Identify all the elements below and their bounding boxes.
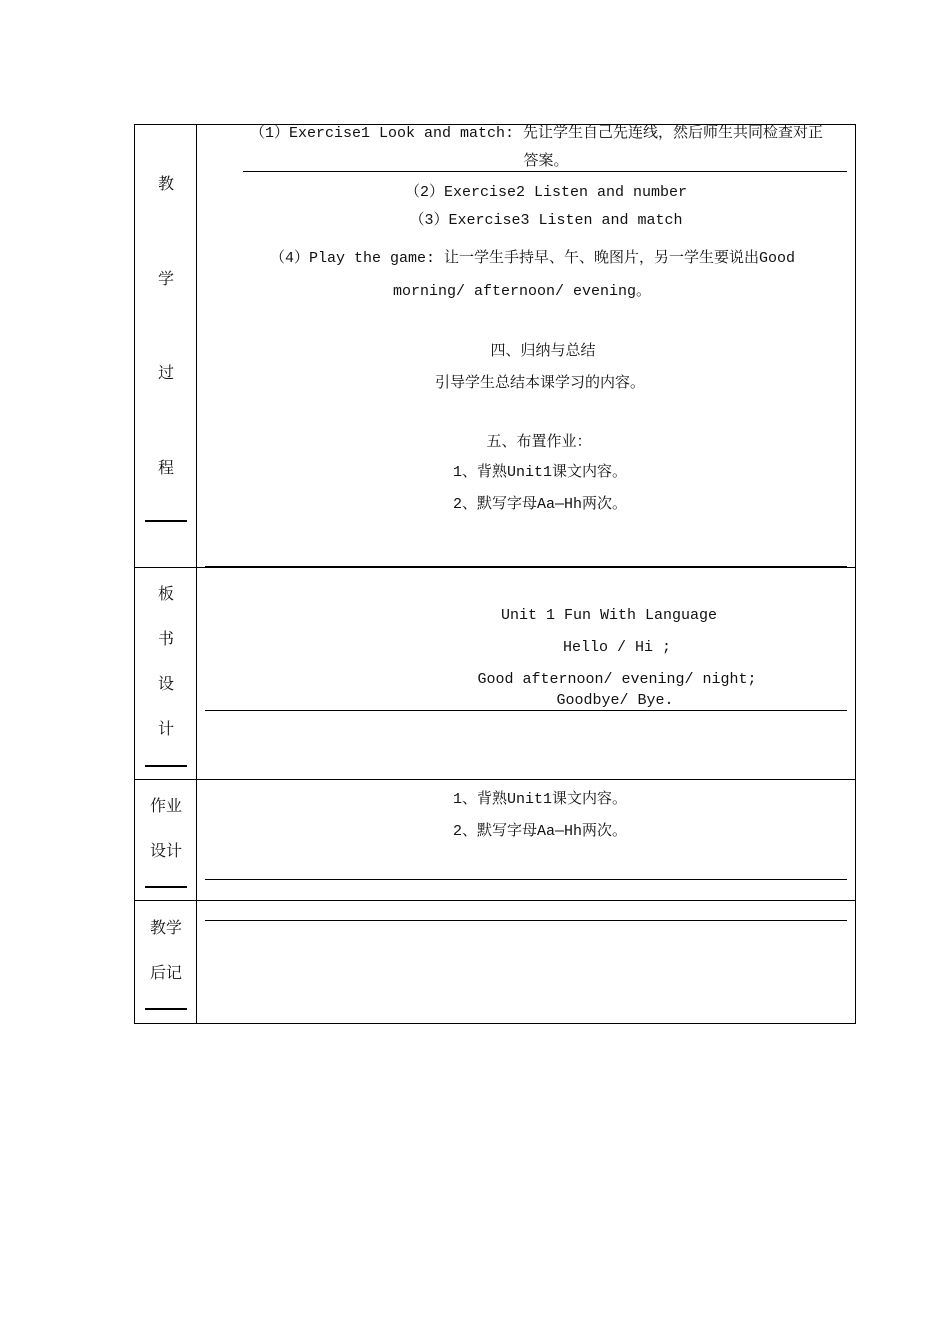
assignment-label-line: 设计 [149, 841, 183, 860]
rule-line [205, 879, 847, 880]
board-line: Good afternoon/ evening/ night; [477, 671, 757, 688]
exercise1-text: （1）Exercise1 Look and match: 先让学生自己先连线，然后师生共同检查对正 [250, 125, 824, 142]
exercise1-text-continued: 答案。 [523, 153, 569, 170]
board-line: Goodbye/ Bye. [556, 692, 674, 709]
label-underline [145, 520, 187, 522]
process-label-char: 学 [157, 269, 175, 288]
board-title: Unit 1 Fun With Language [500, 607, 718, 624]
label-underline [145, 886, 187, 888]
homework-item: 1、背熟Unit1课文内容。 [452, 464, 628, 481]
assignment-item: 1、背熟Unit1课文内容。 [452, 791, 628, 808]
reflection-label-line: 后记 [149, 963, 183, 982]
process-label-char: 教 [157, 174, 175, 193]
process-label-char: 程 [157, 458, 175, 477]
table-divider-border [196, 124, 197, 1024]
table-bottom-border [134, 1023, 856, 1024]
rule-line [205, 710, 847, 711]
table-right-border [855, 124, 856, 1024]
board-line: Hello / Hi ; [562, 639, 672, 656]
label-underline [145, 1008, 187, 1010]
label-underline [145, 765, 187, 767]
game-text: （4）Play the game: 让一学生手持早、午、晚图片，另一学生要说出Good [270, 250, 796, 267]
homework-heading: 五、布置作业： [486, 432, 592, 450]
assignment-label-line: 作业 [149, 796, 183, 815]
row-divider [134, 779, 856, 780]
exercise3-text: （3）Exercise3 Listen and match [409, 212, 683, 229]
rule-line [243, 171, 847, 172]
summary-heading: 四、归纳与总结 [490, 341, 596, 359]
homework-item: 2、默写字母Aa—Hh两次。 [452, 496, 628, 513]
game-text-continued: morning/ afternoon/ evening。 [392, 283, 652, 300]
board-label-char: 书 [157, 629, 175, 648]
table-left-border [134, 124, 135, 1024]
rule-line [205, 920, 847, 921]
row-divider [134, 567, 856, 568]
process-label-char: 过 [157, 363, 175, 382]
rule-line [205, 566, 847, 567]
board-label-char: 设 [157, 674, 175, 693]
summary-text: 引导学生总结本课学习的内容。 [434, 373, 646, 391]
exercise2-text: （2）Exercise2 Listen and number [404, 184, 688, 201]
board-label-char: 板 [157, 584, 175, 603]
reflection-label-line: 教学 [149, 918, 183, 937]
board-label-char: 计 [157, 719, 175, 738]
assignment-item: 2、默写字母Aa—Hh两次。 [452, 823, 628, 840]
row-divider [134, 900, 856, 901]
